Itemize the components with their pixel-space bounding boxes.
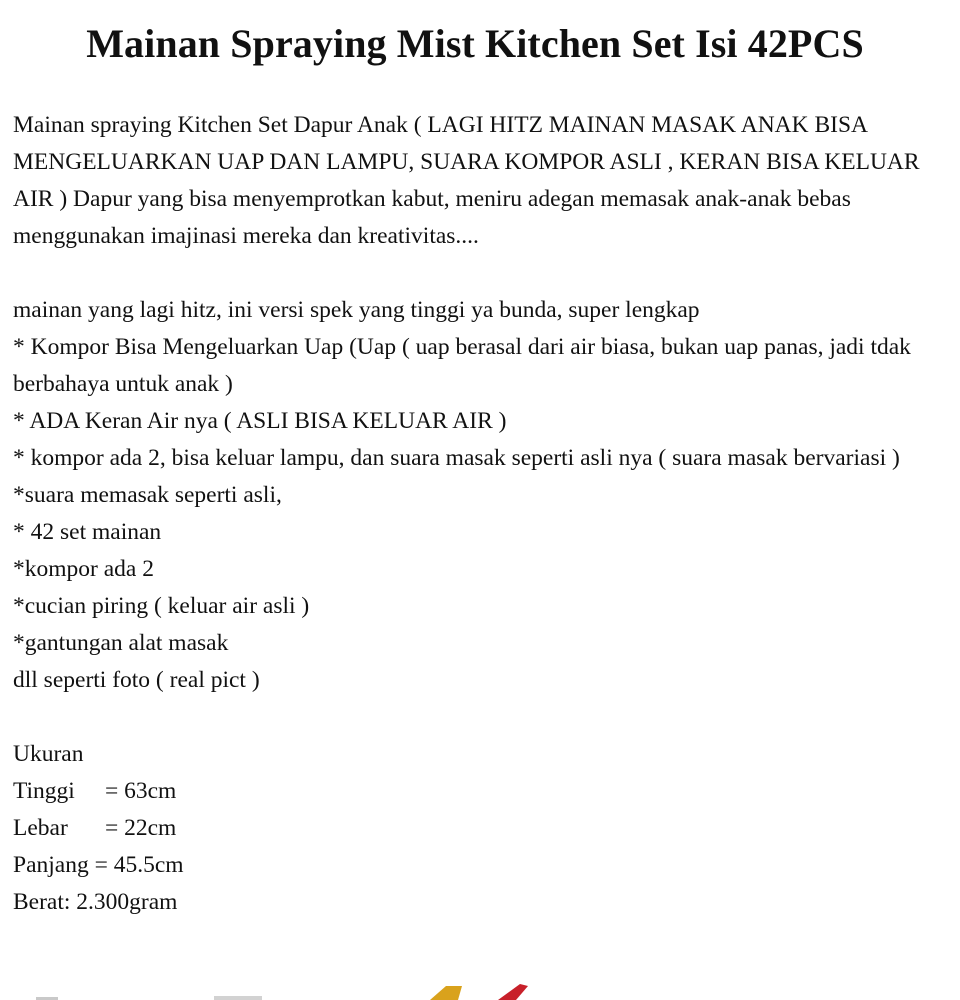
dimension-width-row: [13, 810, 948, 847]
dimensions-section: [13, 736, 948, 921]
feature-item: dll seperti foto ( real pict ): [13, 667, 260, 693]
feature-item: *gantungan alat masak: [13, 630, 229, 656]
paragraph-spacer: [13, 255, 948, 292]
product-photo-edge: [0, 980, 960, 1000]
dimension-height-label: Tinggi: [13, 778, 75, 804]
dimension-length: Panjang = 45.5cm: [13, 852, 184, 878]
dimension-width-label: Lebar: [13, 815, 68, 841]
description-body: [13, 107, 948, 921]
weight: Berat: 2.300gram: [13, 889, 178, 915]
feature-item: * 42 set mainan: [13, 519, 162, 545]
feature-item: * kompor ada 2, bisa keluar lampu, dan suara masak seperti asli nya ( suara masak bervariasi ): [13, 445, 900, 471]
photo-fragment: [214, 996, 262, 1000]
dimension-height-row: [13, 773, 948, 810]
intro-paragraph: Mainan spraying Kitchen Set Dapur Anak ( LAGI HITZ MAINAN MASAK ANAK BISA MENGELUARKAN UAP DAN LAMPU, SUARA KOMPOR ASLI , KERAN BISA KELUAR AIR ) Dapur yang bisa menyemprotkan kabut, meniru adegan memasak anak-anak bebas menggunakan imajinasi mereka dan kreativitas....: [13, 112, 920, 249]
dimension-width-value: = 22cm: [105, 815, 177, 841]
dimension-height-value: = 63cm: [105, 778, 177, 804]
page-title: Mainan Spraying Mist Kitchen Set Isi 42PCS: [86, 21, 864, 66]
product-photo-partial: [0, 980, 960, 1000]
feature-item: *cucian piring ( keluar air asli ): [13, 593, 310, 619]
feature-item: * Kompor Bisa Mengeluarkan Uap (Uap ( uap berasal dari air biasa, bukan uap panas, jadi tdak berbahaya untuk anak ): [13, 334, 917, 397]
photo-fragment-red: [498, 984, 528, 1000]
feature-item: * ADA Keran Air nya ( ASLI BISA KELUAR AIR ): [13, 408, 507, 434]
paragraph-spacer: [13, 699, 948, 736]
feature-item: *kompor ada 2: [13, 556, 154, 582]
dimensions-heading: Ukuran: [13, 741, 84, 767]
features-intro: mainan yang lagi hitz, ini versi spek yang tinggi ya bunda, super lengkap: [13, 297, 700, 323]
feature-item: *suara memasak seperti asli,: [13, 482, 282, 508]
features-section: [13, 292, 948, 699]
photo-fragment-gold: [430, 986, 462, 1000]
